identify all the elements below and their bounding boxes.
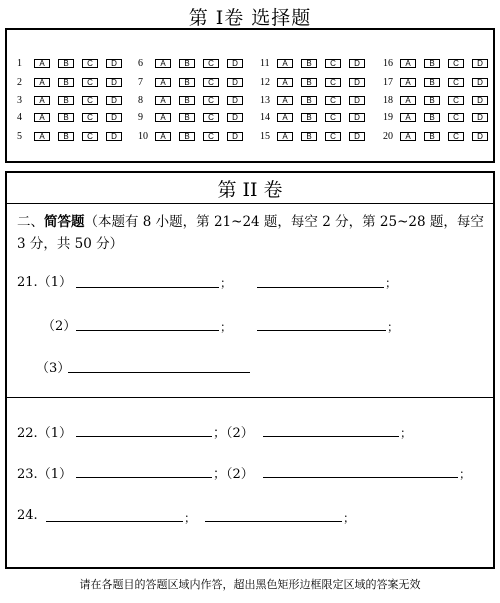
q16-option-c-bubble[interactable]: C [448, 59, 464, 68]
q8-option-a-bubble[interactable]: A [155, 96, 171, 105]
q5-option-b-bubble[interactable]: B [58, 132, 74, 141]
q23-part2-answer-line[interactable] [263, 477, 458, 478]
q13-option-b-bubble[interactable]: B [301, 96, 317, 105]
q21-part1-semicolon: ； [220, 276, 233, 290]
q3-option-c-bubble[interactable]: C [82, 96, 98, 105]
q13-option-c-bubble[interactable]: C [325, 96, 341, 105]
question-number-15: 15 [260, 131, 270, 142]
q11-option-a-bubble[interactable]: A [277, 59, 293, 68]
q24-part2-semicolon: ； [343, 511, 356, 525]
q22-part2-text: （2） [226, 426, 254, 441]
q21-part2-semicolon: ； [220, 320, 233, 334]
q1-option-a-bubble[interactable]: A [34, 59, 50, 68]
q6-option-b-bubble[interactable]: B [179, 59, 195, 68]
q19-option-d-bubble[interactable]: D [472, 113, 488, 122]
question-number-4: 4 [17, 112, 22, 123]
question-number-6: 6 [138, 58, 143, 69]
section2-title-divider [5, 203, 495, 204]
q11-option-d-bubble[interactable]: D [349, 59, 365, 68]
q6-option-c-bubble[interactable]: C [203, 59, 219, 68]
q4-option-c-bubble[interactable]: C [82, 113, 98, 122]
q22-part1-label: （1） [37, 426, 72, 441]
q18-option-a-bubble[interactable]: A [400, 96, 416, 105]
q7-option-b-bubble[interactable]: B [179, 78, 195, 87]
q13-option-a-bubble[interactable]: A [277, 96, 293, 105]
q8-option-c-bubble[interactable]: C [203, 96, 219, 105]
q1-option-c-bubble[interactable]: C [82, 59, 98, 68]
q12-option-b-bubble[interactable]: B [301, 78, 317, 87]
question-number-19: 19 [383, 112, 393, 123]
q17-option-a-bubble[interactable]: A [400, 78, 416, 87]
q18-option-b-bubble[interactable]: B [424, 96, 440, 105]
q14-option-b-bubble[interactable]: B [301, 113, 317, 122]
q5-option-a-bubble[interactable]: A [34, 132, 50, 141]
section2-instruction [17, 211, 487, 255]
q24-part1-semicolon: ； [184, 511, 197, 525]
question-number-12: 12 [260, 77, 270, 88]
q15-option-b-bubble[interactable]: B [301, 132, 317, 141]
question-number-17: 17 [383, 77, 393, 88]
q6-option-d-bubble[interactable]: D [227, 59, 243, 68]
q2-option-a-bubble[interactable]: A [34, 78, 50, 87]
q10-option-c-bubble[interactable]: C [203, 132, 219, 141]
q21-part3-answer-line[interactable] [68, 372, 250, 373]
q10-option-a-bubble[interactable]: A [155, 132, 171, 141]
q9-option-c-bubble[interactable]: C [203, 113, 219, 122]
q2-option-d-bubble[interactable]: D [106, 78, 122, 87]
q17-option-d-bubble[interactable]: D [472, 78, 488, 87]
q22-part1-answer-line[interactable] [76, 436, 212, 437]
question-number-1: 1 [17, 58, 22, 69]
q7-option-c-bubble[interactable]: C [203, 78, 219, 87]
q8-option-d-bubble[interactable]: D [227, 96, 243, 105]
q20-option-a-bubble[interactable]: A [400, 132, 416, 141]
q22-label [17, 422, 72, 441]
question-number-13: 13 [260, 95, 270, 106]
q22-part2-label [213, 422, 254, 441]
q10-option-b-bubble[interactable]: B [179, 132, 195, 141]
q23-part2-label [213, 463, 254, 482]
q21-part2-answer-line[interactable] [76, 330, 219, 331]
question-number-3: 3 [17, 95, 22, 106]
question-number-20: 20 [383, 131, 393, 142]
q1-option-b-bubble[interactable]: B [58, 59, 74, 68]
q15-option-d-bubble[interactable]: D [349, 132, 365, 141]
q5-option-c-bubble[interactable]: C [82, 132, 98, 141]
q8-option-b-bubble[interactable]: B [179, 96, 195, 105]
q2-option-c-bubble[interactable]: C [82, 78, 98, 87]
q5-option-d-bubble[interactable]: D [106, 132, 122, 141]
question-number-11: 11 [260, 58, 270, 69]
q21-part3-label: （3） [36, 361, 71, 376]
q19-option-c-bubble[interactable]: C [448, 113, 464, 122]
q17-option-c-bubble[interactable]: C [448, 78, 464, 87]
instruction-rest: （本题有 8 小题，第 21~24 题，每空 2 分，第 25~28 题，每空 3 分，共 50 分） [17, 214, 484, 252]
q20-option-b-bubble[interactable]: B [424, 132, 440, 141]
q2-option-b-bubble[interactable]: B [58, 78, 74, 87]
q23-part1-label: （1） [37, 467, 72, 482]
q23-part1-answer-line[interactable] [76, 477, 212, 478]
q9-option-b-bubble[interactable]: B [179, 113, 195, 122]
q21-part2b-answer-line[interactable] [257, 330, 386, 331]
question-number-7: 7 [138, 77, 143, 88]
q22-number: 22. [17, 426, 38, 441]
question-number-2: 2 [17, 77, 22, 88]
q15-option-a-bubble[interactable]: A [277, 132, 293, 141]
question-number-14: 14 [260, 112, 270, 123]
q13-option-d-bubble[interactable]: D [349, 96, 365, 105]
q7-option-d-bubble[interactable]: D [227, 78, 243, 87]
q21-part1b-answer-line[interactable] [257, 287, 384, 288]
q24-part2-answer-line[interactable] [205, 521, 342, 522]
q12-option-c-bubble[interactable]: C [325, 78, 341, 87]
q3-option-a-bubble[interactable]: A [34, 96, 50, 105]
q14-option-a-bubble[interactable]: A [277, 113, 293, 122]
q4-option-d-bubble[interactable]: D [106, 113, 122, 122]
question-number-16: 16 [383, 58, 393, 69]
q9-option-d-bubble[interactable]: D [227, 113, 243, 122]
q23-label [17, 463, 72, 482]
q3-option-d-bubble[interactable]: D [106, 96, 122, 105]
q16-option-d-bubble[interactable]: D [472, 59, 488, 68]
section1-title: 第 I卷 选择题 [188, 7, 312, 29]
q24-part1-answer-line[interactable] [46, 521, 183, 522]
q21-number: 21. [17, 275, 38, 290]
q18-option-c-bubble[interactable]: C [448, 96, 464, 105]
q19-option-b-bubble[interactable]: B [424, 113, 440, 122]
q18-option-d-bubble[interactable]: D [472, 96, 488, 105]
q21-label [17, 271, 72, 290]
q19-option-a-bubble[interactable]: A [400, 113, 416, 122]
q9-option-a-bubble[interactable]: A [155, 113, 171, 122]
question-number-9: 9 [138, 112, 143, 123]
q6-option-a-bubble[interactable]: A [155, 59, 171, 68]
q14-option-d-bubble[interactable]: D [349, 113, 365, 122]
q21-part1-label: （1） [37, 275, 72, 290]
q7-option-a-bubble[interactable]: A [155, 78, 171, 87]
q16-option-b-bubble[interactable]: B [424, 59, 440, 68]
q21-part2-label: （2） [42, 319, 77, 334]
q4-option-a-bubble[interactable]: A [34, 113, 50, 122]
section-divider-1 [5, 397, 495, 398]
q1-option-d-bubble[interactable]: D [106, 59, 122, 68]
q24-label: 24. [17, 508, 38, 523]
q4-option-b-bubble[interactable]: B [58, 113, 74, 122]
q22-part2-semicolon: ； [400, 426, 413, 440]
q10-option-d-bubble[interactable]: D [227, 132, 243, 141]
question-number-8: 8 [138, 95, 143, 106]
q15-option-c-bubble[interactable]: C [325, 132, 341, 141]
question-number-18: 18 [383, 95, 393, 106]
q11-option-c-bubble[interactable]: C [325, 59, 341, 68]
question-number-5: 5 [17, 131, 22, 142]
q16-option-a-bubble[interactable]: A [400, 59, 416, 68]
q21-part1-answer-line[interactable] [76, 287, 219, 288]
question-number-10: 10 [138, 131, 148, 142]
q12-option-d-bubble[interactable]: D [349, 78, 365, 87]
q23-part1-semicolon: ； [213, 467, 227, 482]
q22-part1-semicolon: ； [213, 426, 227, 441]
q21-part2b-semicolon: ； [387, 320, 400, 334]
q23-part2-text: （2） [226, 467, 254, 482]
instruction-prefix: 二、 [17, 214, 44, 230]
q21-part1b-semicolon: ； [385, 276, 398, 290]
footer-note: 请在各题目的答题区域内作答，超出黑色矩形边框限定区域的答案无效 [79, 578, 421, 591]
section2-title: 第 II 卷 [217, 179, 283, 201]
q23-number: 23. [17, 467, 38, 482]
q14-option-c-bubble[interactable]: C [325, 113, 341, 122]
choice-answer-grid [5, 28, 495, 163]
instruction-bold: 简答题 [44, 214, 85, 230]
q20-option-c-bubble[interactable]: C [448, 132, 464, 141]
q12-option-a-bubble[interactable]: A [277, 78, 293, 87]
q22-part2-answer-line[interactable] [263, 436, 399, 437]
q11-option-b-bubble[interactable]: B [301, 59, 317, 68]
q17-option-b-bubble[interactable]: B [424, 78, 440, 87]
q23-part2-semicolon: ； [459, 467, 472, 481]
q3-option-b-bubble[interactable]: B [58, 96, 74, 105]
q20-option-d-bubble[interactable]: D [472, 132, 488, 141]
